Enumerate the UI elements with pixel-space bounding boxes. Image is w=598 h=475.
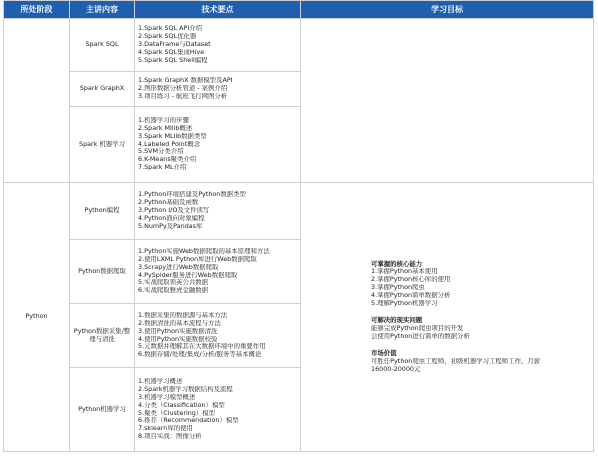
key-point: 1.机器学习概述 [138,377,183,385]
key-point: 7.Spark ML介绍 [138,164,187,172]
key-point: 1.Spark SQL API介绍 [138,25,203,33]
goal-block-real-problems [371,317,585,341]
table-row [4,19,594,72]
key-point: 3.项目练习 - 航班飞行网图分析 [138,92,228,100]
key-point: 5.NumPy及Pandas库 [138,222,203,230]
goal-block-core-abilities [371,261,585,308]
key-point: 7.sklearn库的使用 [138,425,193,433]
key-point: 3.Spark MLlib数据类型 [138,132,207,140]
goal-line: 1.掌握Python基本使用 [371,268,438,276]
key-point: 3.Python I/O及文件读写 [138,207,210,215]
key-point: 2.图形数据分析管道 - 案例介绍 [138,85,228,93]
key-point: 5.元数据并理解其在大数据环境中的重要作用 [138,343,266,351]
key-point: 1.Python环境搭建及Python数据类型 [138,191,246,199]
key-points-cell [135,240,301,304]
stage-cell-spark [4,19,70,183]
key-point: 6.推荐（Recommendation）模型 [138,417,239,425]
goals-cell-spark [301,19,594,183]
key-point: 5.Spark SQL Shell编程 [138,56,208,64]
goal-line: 能够完成Python爬虫项目的开发 [371,324,464,332]
key-points-cell [135,183,301,240]
header-learning-goals: 学习目标 [301,1,594,19]
key-point: 4.使用Python实施数据校验 [138,335,218,343]
key-point: 3.DataFrame与Dataset [138,41,211,49]
goal-line: 5.理解Python机器学习 [371,300,438,308]
key-points-cell [135,304,301,368]
key-point: 6.数据存储/处理/集成/分析/服务等基本概论 [138,351,262,359]
key-point: 2.Python基础及函数 [138,199,199,207]
goal-line: 4.掌握Python简单数据分析 [371,292,451,300]
key-point: 4.Python面向对象编程 [138,214,205,222]
goal-block-market-value [371,350,585,374]
key-point: 5.SVM分类介绍 [138,148,184,156]
key-point: 8.项目实战：图像分析 [138,433,202,441]
key-point: 4.分类（Classification）模型 [138,401,225,409]
goal-line: 可胜任Python爬虫工程师，初级机器学习工程师工作，月薪 [371,357,541,365]
key-point: 3.机器学习模型概述 [138,393,196,401]
module-name: Python数据爬取 [70,240,135,304]
table-row [4,183,594,240]
goal-line: 3.掌握Python爬虫 [371,284,425,292]
key-point: 3.使用Python实施数据清洗 [138,327,218,335]
goal-line: 16000-20000元 [371,365,421,373]
module-name: Spark SQL [70,19,135,72]
key-points-cell [135,368,301,452]
key-point: 1.Python实施Web数据爬取的基本原理和方法 [138,247,270,255]
module-name: Python数据采集/整理与清洗 [70,304,135,368]
key-point: 6.实战爬取雅虎金融数据 [138,287,209,295]
goals-cell-python [301,183,594,452]
key-point: 2.使用LXML Python库进行Web数据爬取 [138,255,257,263]
key-point: 1.机器学习的步骤 [138,116,189,124]
key-point: 3.Scrapy进行Web数据爬取 [138,263,219,271]
module-name: Spark GraphX [70,72,135,107]
key-point: 2.Spark Mllib概述 [138,124,193,132]
key-points-cell [135,72,301,107]
goal-title: 可掌握的核心能力 [371,259,423,268]
key-point: 2.数据清洗的基本流程与方法 [138,319,221,327]
module-name: Spark 机器学习 [70,107,135,183]
key-point: 1.数据采集的数据源与基本方法 [138,311,228,319]
key-point: 2.Spark SQL优化器 [138,33,197,41]
goal-title: 市场价值 [371,348,397,357]
stage-cell-python: Python [4,183,70,452]
key-points-cell [135,107,301,183]
goal-line: 会使用Python进行简单的数据分析 [371,332,470,340]
curriculum-table [3,0,594,452]
key-point: 5.实战爬取领英公共数据 [138,279,209,287]
key-point: 4.Labeled Point概念 [138,140,201,148]
goal-title: 可解决的现实问题 [371,316,423,324]
key-point: 1.Spark GraphX 数据模型及API [138,77,233,85]
header-row [4,1,594,19]
key-point: 4.PySpider服务进行Web数据爬取 [138,271,238,279]
header-key-points: 技术要点 [135,1,301,19]
module-name: Python机器学习 [70,368,135,452]
key-point: 6.K-Means聚类介绍 [138,156,197,164]
key-point: 5.聚类（Clustering）模型 [138,409,216,417]
key-points-cell [135,19,301,72]
goal-line: 2.掌握Python核心库的使用 [371,276,451,284]
key-point: 4.Spark SQL集成Hive [138,48,205,56]
key-point: 2.Spark机器学习数据结构及流程 [138,385,233,393]
module-name: Python编程 [70,183,135,240]
header-content: 主讲内容 [70,1,135,19]
header-stage: 所处阶段 [4,1,70,19]
curriculum-table-container [3,0,593,473]
